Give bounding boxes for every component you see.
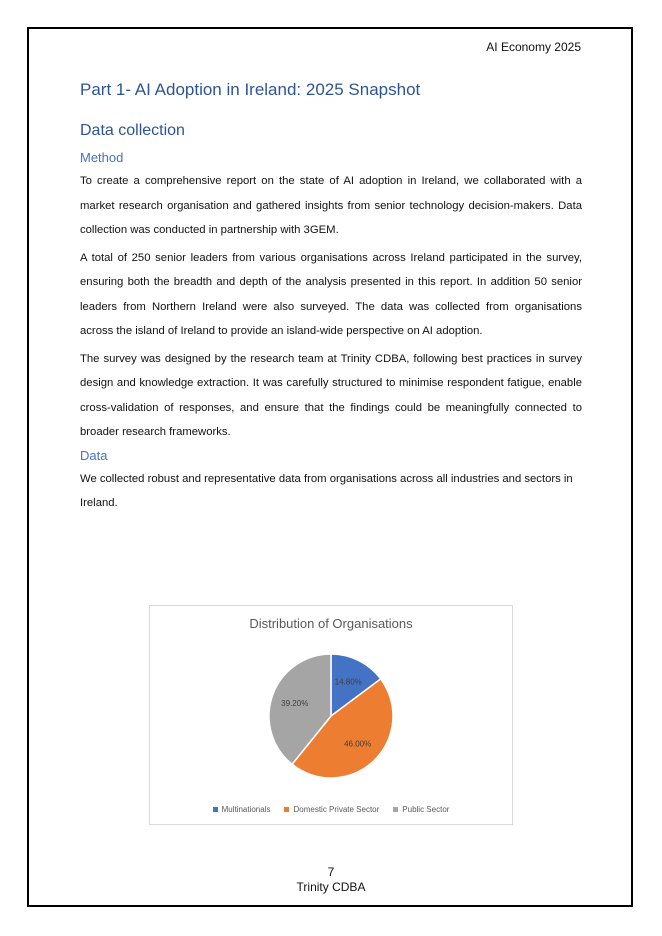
legend-swatch-domestic-private: [284, 807, 289, 812]
page-content: [80, 80, 582, 519]
legend-label-domestic-private: Domestic Private Sector: [293, 805, 380, 814]
running-header: AI Economy 2025: [486, 40, 581, 54]
legend-swatch-public-sector: [393, 807, 398, 812]
page-footer: [0, 865, 662, 895]
method-paragraph-2: A total of 250 senior leaders from various organisations across Ireland participated in the survey, ensuring both the breadth and depth of the analysis presented in this report. In addition 50 senior leaders from Northern Ireland were also surveyed. The data was collected from organisations across the island of Ireland to provide an island-wide perspective on AI adoption.: [80, 251, 582, 337]
legend-swatch-multinationals: [213, 807, 218, 812]
legend-label-multinationals: Multinationals: [221, 805, 271, 814]
section-title: Data collection: [80, 122, 185, 139]
data-paragraph-1: We collected robust and representative data from organisations across all industries and sectors in Ireland.: [80, 472, 573, 509]
method-heading: Method: [80, 150, 124, 165]
page-number: 7: [327, 865, 335, 879]
chart-legend: [150, 805, 512, 814]
legend-item-public-sector: [393, 805, 449, 814]
pie-label-domestic-private: 46.00%: [344, 739, 372, 749]
pie-chart: [149, 605, 513, 825]
method-paragraph-3: The survey was designed by the research team at Trinity CDBA, following best practices in survey design and knowledge extraction. It was carefully structured to minimise respondent fatigue, enable cross-validation of responses, and ensure that the findings could be meaningfully connected to broader research frameworks.: [80, 352, 582, 438]
pie-label-multinationals: 14.80%: [334, 677, 362, 687]
pie-label-public-sector: 39.20%: [281, 699, 309, 709]
part-title: Part 1- AI Adoption in Ireland: 2025 Snapshot: [80, 80, 421, 99]
legend-item-domestic-private: [284, 805, 379, 814]
legend-label-public-sector: Public Sector: [402, 805, 450, 814]
data-heading: Data: [80, 447, 108, 463]
footer-organisation: Trinity CDBA: [296, 880, 366, 894]
pie-chart-svg: [150, 606, 512, 824]
chart-title: Distribution of Organisations: [249, 616, 413, 631]
method-paragraph-1: To create a comprehensive report on the state of AI adoption in Ireland, we collaborated with a market research organisation and gathered insights from senior technology decision-makers. Data collection was conducted in partnership with 3GEM.: [80, 175, 582, 236]
legend-item-multinationals: [213, 805, 271, 814]
